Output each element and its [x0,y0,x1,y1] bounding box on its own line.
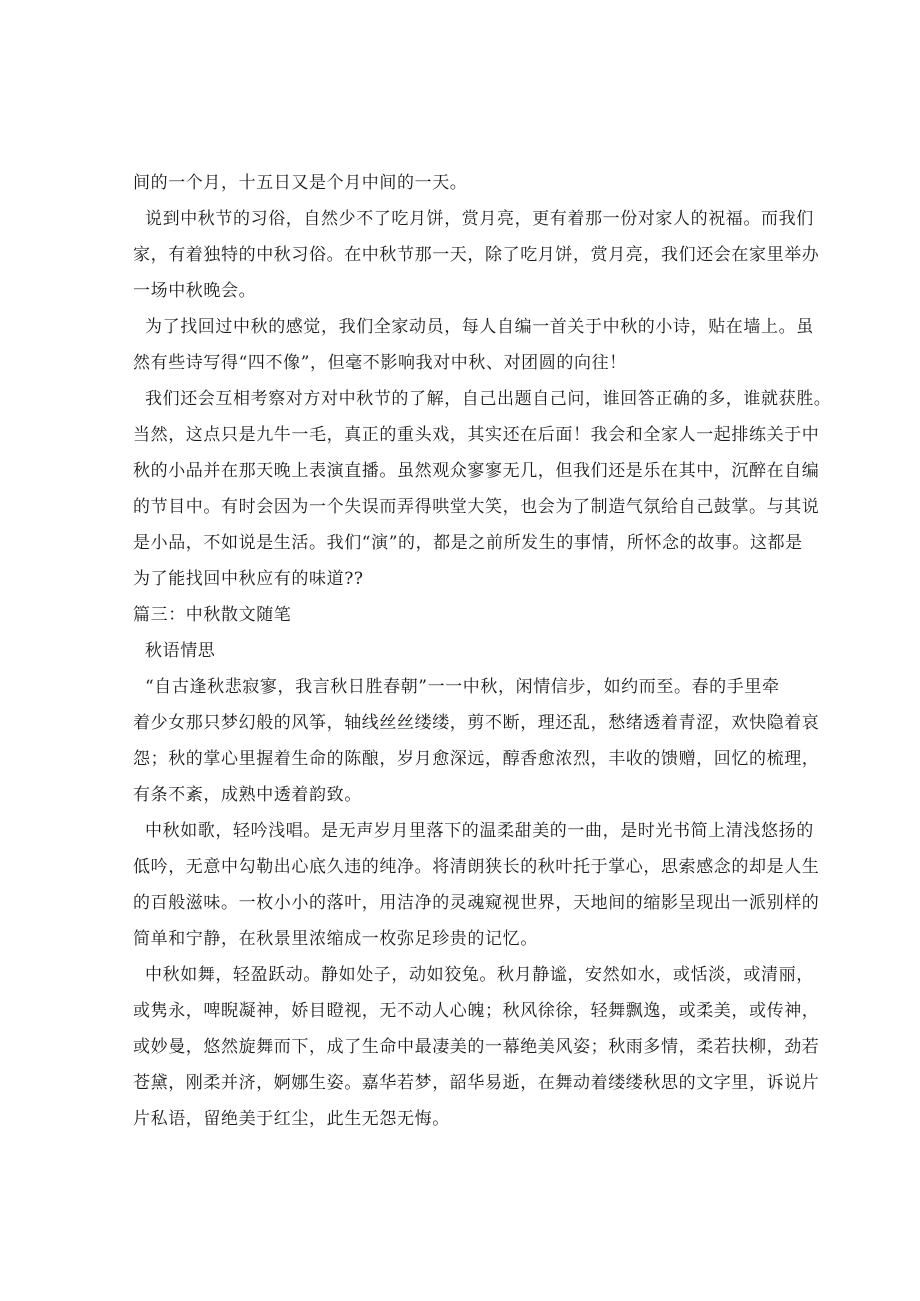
text-line: 当然，这点只是九牛一毛，真正的重头戏，其实还在后面！我会和全家人一起排练关于中 [133,425,820,445]
text-line: 有条不紊，成熟中透着韵致。 [133,785,362,805]
text-line: 说到中秋节的习俗，自然少不了吃月饼，赏月亮，更有着那一份对家人的祝福。而我们 [145,209,814,229]
text-line: 为了能找回中秋应有的味道?? [133,569,364,589]
text-line: 的节目中。有时会因为一个失误而弄得哄堂大笑，也会为了制造气氛给自己鼓掌。与其说 [133,497,820,517]
text-line: 中秋如歌，轻吟浅唱。是无声岁月里落下的温柔甜美的一曲，是时光书简上清浅悠扬的 [145,821,814,841]
text-line: 低吟，无意中勾勒出心底久违的纯净。将清朗狭长的秋叶托于掌心，思索感念的却是人生 [133,857,820,877]
text-line: 是小品，不如说是生活。我们“演”的，都是之前所发生的事情，所怀念的故事。这都是 [133,533,803,553]
text-line: 片私语，留绝美于红尘，此生无怨无悔。 [133,1109,450,1129]
text-line: 着少女那只梦幻般的风筝，轴线丝丝缕缕，剪不断，理还乱，愁绪透着青涩，欢快隐着哀 [133,713,820,733]
text-line: 苍黛，刚柔并济，婀娜生姿。嘉华若梦，韶华易逝，在舞动着缕缕秋思的文字里，诉说片 [133,1073,820,1093]
text-line: 中秋如舞，轻盈跃动。静如处子，动如狡兔。秋月静谧，安然如水，或恬淡，或清丽， [145,965,814,985]
text-line: 或妙曼，悠然旋舞而下，成了生命中最凄美的一幕绝美风姿；秋雨多情，柔若扶柳，劲若 [133,1037,820,1057]
text-line: 为了找回过中秋的感觉，我们全家动员，每人自编一首关于中秋的小诗，贴在墙上。虽 [145,317,814,337]
essay-title: 秋语情思 [145,641,216,661]
text-line: 或隽永，啤睨凝神，娇目瞪视，无不动人心魄；秋风徐徐，轻舞飘逸，或柔美，或传神， [133,1001,820,1021]
text-line: 然有些诗写得“四不像”，但毫不影响我对中秋、对团圆的向往！ [133,353,627,373]
text-line: 一场中秋晚会。 [133,281,257,301]
section-heading: 篇三：中秋散文随笔 [133,605,292,625]
text-line: 的百般滋味。一枚小小的落叶，用洁净的灵魂窥视世界，天地间的缩影呈现出一派别样的 [133,893,820,913]
text-line: 简单和宁静，在秋景里浓缩成一枚弥足珍贵的记忆。 [133,929,538,949]
text-line: 我们还会互相考察对方对中秋节的了解，自己出题自己问，谁回答正确的多，谁就获胜。 [145,389,832,409]
text-line: “自古逢秋悲寂寥，我言秋日胜春朝”一一中秋，闲情信步，如约而至。春的手里牵 [145,677,780,697]
text-line: 家，有着独特的中秋习俗。在中秋节那一天，除了吃月饼，赏月亮，我们还会在家里举办 [133,245,820,265]
text-line: 间的一个月，十五日又是个月中间的一天。 [133,173,468,193]
text-line: 秋的小品并在那天晚上表演直播。虽然观众寥寥无几，但我们还是乐在其中，沉醉在自编 [133,461,820,481]
text-line: 怨；秋的掌心里握着生命的陈酿，岁月愈深远，醇香愈浓烈，丰收的馈赠，回忆的梳理， [133,749,820,769]
document-body [133,165,832,1137]
